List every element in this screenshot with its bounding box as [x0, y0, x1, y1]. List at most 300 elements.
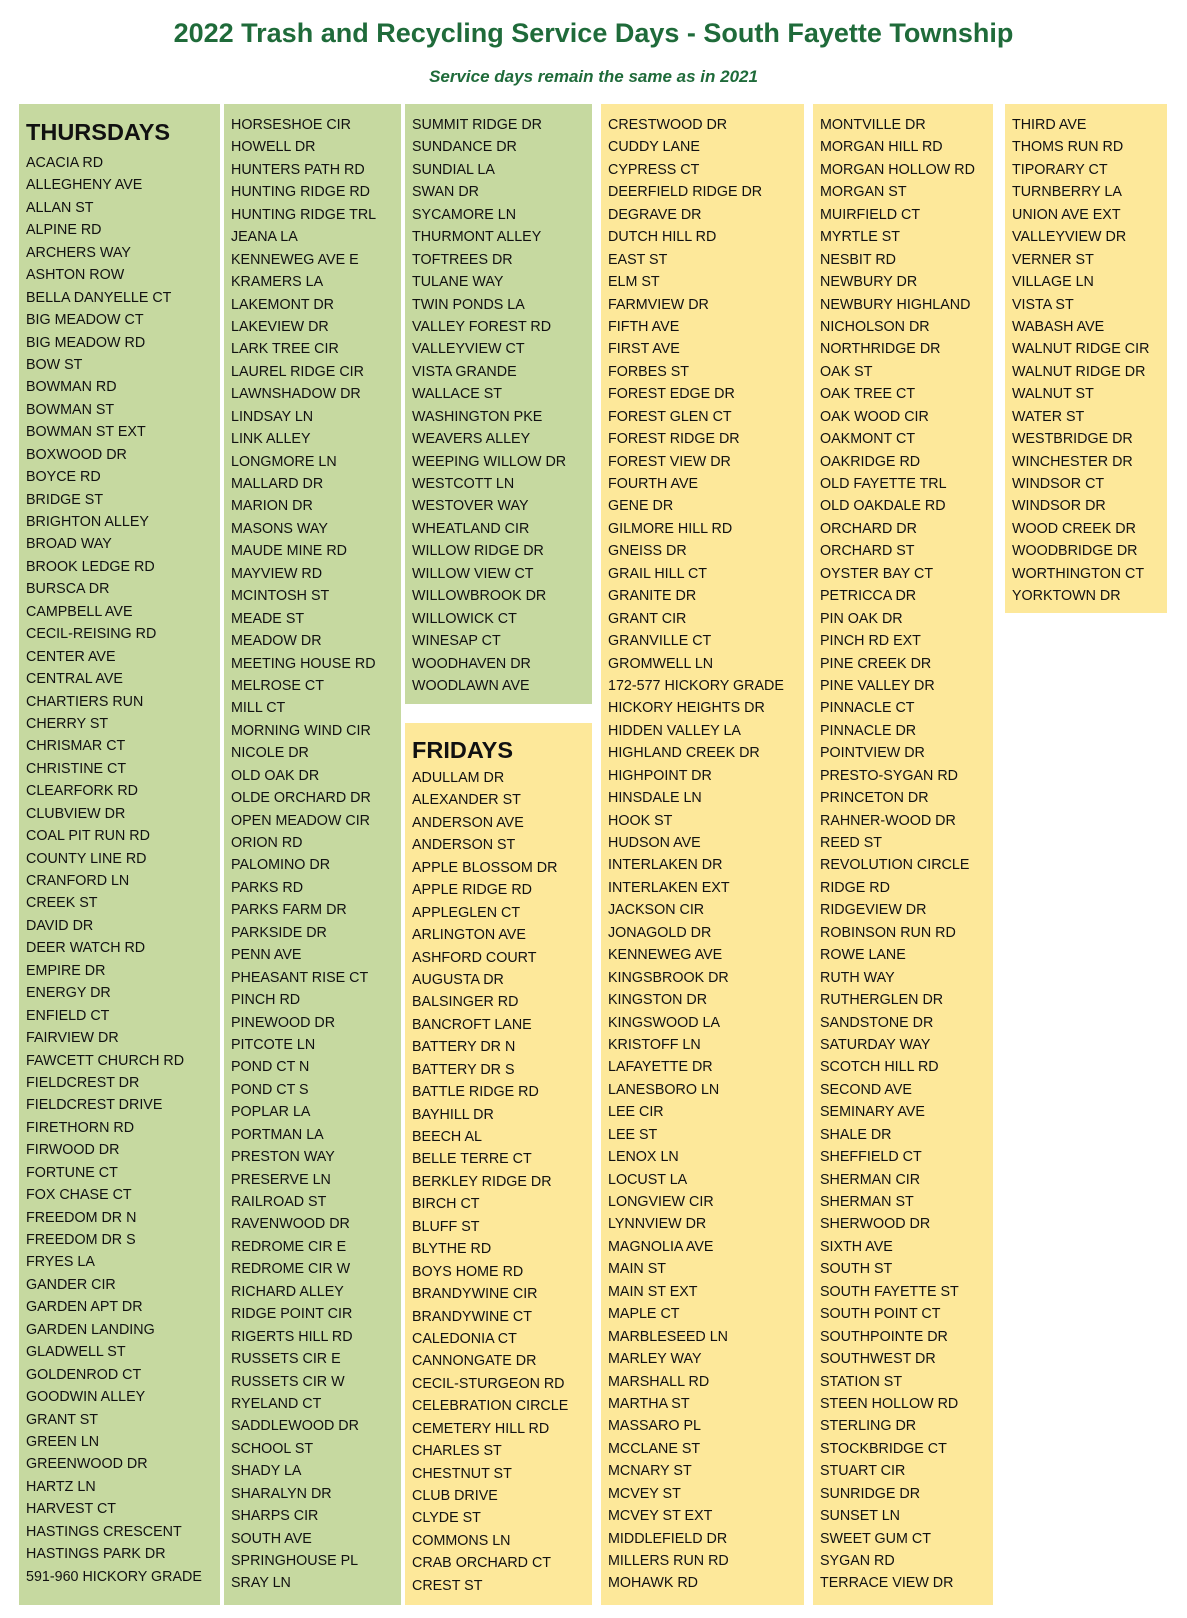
street-name: FREEDOM DR N	[26, 1209, 137, 1226]
street-name: FARMVIEW DR	[608, 296, 709, 313]
street-name: SOUTHWEST DR	[820, 1351, 936, 1368]
street-name: GRANVILLE CT	[608, 633, 712, 650]
street-name: SUNDANCE DR	[412, 139, 517, 156]
street-name: THURMONT ALLEY	[412, 229, 542, 246]
street-name: WOODHAVEN DR	[412, 655, 531, 672]
street-name: OAKMONT CT	[820, 431, 916, 448]
street-name: NEWBURY HIGHLAND	[820, 296, 971, 313]
street-name: BLYTHE RD	[412, 1241, 492, 1258]
street-name: RUTH WAY	[820, 969, 895, 986]
street-name: YORKTOWN DR	[1012, 588, 1121, 605]
street-name: BATTERY DR S	[412, 1061, 515, 1078]
street-name: POND CT N	[231, 1059, 310, 1076]
street-name: FIRETHORN RD	[26, 1119, 135, 1136]
street-name: GARDEN APT DR	[26, 1299, 143, 1316]
street-name: PINE CREEK DR	[820, 655, 932, 672]
street-name: MCVEY ST EXT	[608, 1508, 713, 1525]
street-name: OLDE ORCHARD DR	[231, 790, 371, 807]
street-name: WORTHINGTON CT	[1012, 565, 1145, 582]
street-name: ROWE LANE	[820, 947, 906, 964]
street-name: TIPORARY CT	[1012, 161, 1108, 178]
street-name: PRESERVE LN	[231, 1171, 331, 1188]
street-name: COAL PIT RUN RD	[26, 828, 150, 845]
street-name: FORBES ST	[608, 363, 690, 380]
street-name: CHARTIERS RUN	[26, 693, 144, 710]
street-name: SWAN DR	[412, 184, 479, 201]
street-name: REDROME CIR W	[231, 1261, 351, 1278]
street-name: MARTHA ST	[608, 1395, 690, 1412]
street-name: DEERFIELD RIDGE DR	[608, 184, 763, 201]
street-name: MAUDE MINE RD	[231, 543, 347, 560]
street-name: CECIL-REISING RD	[26, 626, 157, 643]
street-name: WABASH AVE	[1012, 318, 1105, 335]
street-name: SYGAN RD	[820, 1553, 895, 1569]
street-name: CENTRAL AVE	[26, 671, 123, 688]
street-name: CRAB ORCHARD CT	[412, 1555, 552, 1572]
street-name: SHALE DR	[820, 1126, 892, 1143]
street-name: SATURDAY WAY	[820, 1036, 931, 1053]
street-name: EMPIRE DR	[26, 962, 106, 979]
street-name: FAWCETT CHURCH RD	[26, 1052, 185, 1069]
street-name: RICHARD ALLEY	[231, 1283, 344, 1300]
street-name: HOOK ST	[608, 812, 673, 829]
street-name: KRISTOFF LN	[608, 1036, 701, 1053]
street-name: EAST ST	[608, 251, 668, 268]
street-name: SRAY LN	[231, 1575, 291, 1592]
street-name: SOUTH POINT CT	[820, 1306, 941, 1323]
street-name: CYPRESS CT	[608, 161, 700, 178]
street-name: RIDGE RD	[820, 879, 890, 896]
street-name: BRIGHTON ALLEY	[26, 514, 149, 530]
street-name: FORTUNE CT	[26, 1164, 118, 1181]
street-name: PARKS RD	[231, 879, 304, 896]
street-name: AUGUSTA DR	[412, 971, 504, 988]
street-name: GOODWIN ALLEY	[26, 1389, 146, 1406]
street-name: HUNTING RIDGE RD	[231, 184, 370, 201]
street-name: BELLE TERRE CT	[412, 1151, 532, 1168]
street-name: SWEET GUM CT	[820, 1530, 931, 1547]
street-name: ALLAN ST	[26, 199, 94, 216]
street-name: MEADE ST	[231, 610, 305, 627]
street-name: HINSDALE LN	[608, 790, 702, 807]
street-name: SADDLEWOOD DR	[231, 1418, 359, 1435]
street-name: POPLAR LA	[231, 1104, 311, 1121]
street-name: LYNNVIEW DR	[608, 1216, 707, 1233]
street-name: GRANT CIR	[608, 610, 687, 627]
street-name: FOREST EDGE DR	[608, 386, 735, 403]
street-name: PORTMAN LA	[231, 1126, 324, 1143]
street-name: HASTINGS PARK DR	[26, 1546, 166, 1563]
street-name: BURSCA DR	[26, 581, 110, 598]
street-name: COMMONS LN	[412, 1532, 511, 1549]
street-name: SUNRIDGE DR	[820, 1485, 921, 1502]
street-name: SHERMAN CIR	[820, 1171, 921, 1188]
street-name: MARION DR	[231, 498, 313, 515]
street-name: BLUFF ST	[412, 1218, 480, 1235]
street-name: BATTERY DR N	[412, 1039, 516, 1056]
street-name: ALEXANDER ST	[412, 792, 521, 809]
street-name: MCINTOSH ST	[231, 588, 330, 605]
street-name: NICOLE DR	[231, 745, 309, 762]
street-name: BOWMAN RD	[26, 379, 117, 396]
street-name: FIRWOOD DR	[26, 1142, 120, 1159]
street-name: SIXTH AVE	[820, 1238, 893, 1255]
street-name: RIDGE POINT CIR	[231, 1306, 353, 1323]
street-name: ADULLAM DR	[412, 770, 505, 786]
street-name: CHERRY ST	[26, 715, 109, 732]
street-name: MYRTLE ST	[820, 229, 900, 246]
street-name: CLUBVIEW DR	[26, 805, 126, 822]
street-name: MAPLE CT	[608, 1306, 680, 1323]
street-name: OAK ST	[820, 363, 873, 380]
street-name: LEE CIR	[608, 1104, 664, 1121]
street-name: PINNACLE CT	[820, 700, 915, 717]
street-name: LAFAYETTE DR	[608, 1059, 713, 1076]
street-list	[26, 152, 220, 1588]
street-name: MAYVIEW RD	[231, 565, 323, 582]
street-name: APPLE RIDGE RD	[412, 882, 532, 899]
street-name: MORNING WIND CIR	[231, 722, 371, 739]
street-name: POND CT S	[231, 1081, 309, 1098]
street-name: SHADY LA	[231, 1463, 302, 1480]
street-name: SCHOOL ST	[231, 1440, 314, 1457]
street-name: BRANDYWINE CT	[412, 1308, 532, 1325]
street-name: FOREST GLEN CT	[608, 408, 732, 425]
street-name: FRYES LA	[26, 1254, 95, 1271]
street-name: HIGHPOINT DR	[608, 767, 712, 784]
page-title: 2022 Trash and Recycling Service Days - South Fayette Township	[173, 18, 1014, 48]
street-name: BOWMAN ST	[26, 401, 115, 418]
street-name: PARKS FARM DR	[231, 902, 347, 919]
street-name: MUIRFIELD CT	[820, 206, 921, 223]
street-name: WILLOW VIEW CT	[412, 565, 534, 582]
street-name: KINGSWOOD LA	[608, 1014, 721, 1031]
street-name: SHEFFIELD CT	[820, 1149, 922, 1166]
street-name: CHRISMAR CT	[26, 738, 126, 755]
street-name: ARLINGTON AVE	[412, 927, 526, 944]
street-name: CELEBRATION CIRCLE	[412, 1398, 569, 1415]
street-name: RUSSETS CIR W	[231, 1373, 345, 1390]
street-name: ASHTON ROW	[26, 267, 125, 284]
street-name: WATER ST	[1012, 408, 1085, 425]
street-name: INTERLAKEN EXT	[608, 879, 730, 896]
street-name: WALNUT RIDGE CIR	[1012, 341, 1150, 358]
street-name: BRANDYWINE CIR	[412, 1286, 538, 1303]
street-name: TERRACE VIEW DR	[820, 1575, 954, 1592]
street-name: ANDERSON ST	[412, 837, 516, 854]
street-name: GOLDENROD CT	[26, 1366, 142, 1383]
street-name: INTERLAKEN DR	[608, 857, 723, 874]
street-name: STATION ST	[820, 1373, 903, 1390]
street-name: RUTHERGLEN DR	[820, 992, 944, 1009]
street-name: MONTVILLE DR	[820, 117, 926, 133]
fridays-column-3	[405, 723, 592, 1605]
street-name: LEE ST	[608, 1126, 658, 1143]
street-name: COUNTY LINE RD	[26, 850, 147, 867]
street-name: CANNONGATE DR	[412, 1353, 537, 1370]
street-name: SEMINARY AVE	[820, 1104, 925, 1121]
street-name: WEAVERS ALLEY	[412, 431, 531, 448]
thursdays-column-1	[19, 104, 220, 1605]
street-name: WESTOVER WAY	[412, 498, 529, 515]
street-name: ORCHARD DR	[820, 520, 917, 537]
street-name: TWIN PONDS LA	[412, 296, 525, 313]
street-name: BOYS HOME RD	[412, 1263, 524, 1280]
street-name: OAK TREE CT	[820, 386, 916, 403]
street-name: WESTCOTT LN	[412, 476, 515, 492]
street-name: ASHFORD COURT	[412, 949, 537, 966]
fridays-heading: FRIDAYS	[412, 737, 513, 763]
street-name: MARSHALL RD	[608, 1373, 710, 1390]
street-name: JONAGOLD DR	[608, 924, 712, 941]
street-name: BEECH AL	[412, 1129, 482, 1145]
street-name: WINESAP CT	[412, 633, 501, 650]
street-name: FREEDOM DR S	[26, 1232, 136, 1248]
street-name: ALLEGHENY AVE	[26, 177, 143, 194]
street-name: WHEATLAND CIR	[412, 520, 530, 537]
street-name: OLD OAK DR	[231, 767, 320, 784]
street-name: KRAMERS LA	[231, 274, 324, 291]
street-name: MAIN ST	[608, 1261, 666, 1278]
street-name: GLADWELL ST	[26, 1344, 126, 1361]
street-name: FIFTH AVE	[608, 318, 680, 335]
street-name: PHEASANT RISE CT	[231, 969, 369, 986]
street-name: BIG MEADOW CT	[26, 312, 144, 329]
street-name: MCCLANE ST	[608, 1440, 701, 1457]
street-name: CREEK ST	[26, 895, 98, 912]
street-name: LOCUST LA	[608, 1171, 688, 1188]
street-name: GREEN LN	[26, 1433, 100, 1450]
street-name: KINGSBROOK DR	[608, 969, 729, 986]
street-name: GRANITE DR	[608, 588, 697, 605]
street-name: BOWMAN ST EXT	[26, 424, 146, 441]
street-name: MELROSE CT	[231, 677, 324, 694]
street-name: RIGERTS HILL RD	[231, 1328, 353, 1345]
street-name: BATTLE RIDGE RD	[412, 1084, 539, 1101]
street-name: CALEDONIA CT	[412, 1330, 517, 1347]
street-name: HASTINGS CRESCENT	[26, 1523, 182, 1540]
street-name: GANDER CIR	[26, 1276, 116, 1293]
street-name: KINGSTON DR	[608, 992, 708, 1009]
street-name: CUDDY LANE	[608, 139, 700, 156]
street-name: MIDDLEFIELD DR	[608, 1530, 728, 1547]
street-name: LONGVIEW CIR	[608, 1194, 714, 1210]
street-name: THIRD AVE	[1012, 117, 1087, 133]
street-name: BELLA DANYELLE CT	[26, 289, 172, 306]
street-name: SHERWOOD DR	[820, 1216, 931, 1233]
street-name: CAMPBELL AVE	[26, 603, 133, 620]
street-name: WOODBRIDGE DR	[1012, 543, 1138, 560]
street-name: SHARALYN DR	[231, 1485, 332, 1502]
street-name: CRANFORD LN	[26, 873, 130, 889]
street-list	[231, 114, 401, 1595]
street-name: KENNEWEG AVE	[608, 947, 723, 964]
street-name: CLYDE ST	[412, 1510, 481, 1527]
street-name: LANESBORO LN	[608, 1081, 720, 1098]
street-name: RAHNER-WOOD DR	[820, 812, 956, 829]
street-name: GRANT ST	[26, 1411, 99, 1428]
street-name: WOOD CREEK DR	[1012, 520, 1136, 537]
street-name: ELM ST	[608, 274, 660, 291]
street-name: ENFIELD CT	[26, 1007, 110, 1024]
street-name: OLD OAKDALE RD	[820, 498, 946, 515]
street-name: THOMS RUN RD	[1012, 139, 1124, 156]
street-name: DEER WATCH RD	[26, 940, 146, 957]
street-name: WASHINGTON PKE	[412, 408, 543, 425]
street-name: PALOMINO DR	[231, 857, 331, 874]
street-name: MASSARO PL	[608, 1418, 701, 1435]
street-name: FIELDCREST DR	[26, 1074, 140, 1091]
street-name: LAKEVIEW DR	[231, 318, 329, 335]
street-name: HUDSON AVE	[608, 835, 701, 851]
street-name: ACACIA RD	[26, 155, 104, 171]
street-name: SOUTH FAYETTE ST	[820, 1283, 959, 1300]
street-name: FOREST RIDGE DR	[608, 431, 740, 448]
street-name: VALLEYVIEW DR	[1012, 229, 1127, 246]
street-name: WESTBRIDGE DR	[1012, 431, 1133, 448]
street-name: BIG MEADOW RD	[26, 334, 146, 351]
street-name: NORTHRIDGE DR	[820, 341, 941, 358]
street-name: UNION AVE EXT	[1012, 206, 1121, 223]
street-name: WILLOWBROOK DR	[412, 588, 547, 605]
street-name: GRAIL HILL CT	[608, 565, 708, 582]
street-name: WEEPING WILLOW DR	[412, 453, 567, 470]
street-name: HORSESHOE CIR	[231, 117, 351, 133]
street-name: CRESTWOOD DR	[608, 117, 728, 133]
street-name: APPLEGLEN CT	[412, 904, 521, 921]
street-name: MORGAN ST	[820, 184, 907, 201]
thursdays-column-2	[224, 104, 401, 1605]
street-name: OAKRIDGE RD	[820, 453, 921, 470]
street-name: LENOX LN	[608, 1149, 679, 1166]
street-name: SHARPS CIR	[231, 1508, 319, 1525]
street-name: GREENWOOD DR	[26, 1456, 148, 1473]
street-name: CREST ST	[412, 1577, 483, 1594]
street-name: PRESTO-SYGAN RD	[820, 767, 958, 784]
street-name: HIGHLAND CREEK DR	[608, 745, 760, 762]
street-name: MILL CT	[231, 700, 286, 717]
street-name: HARTZ LN	[26, 1478, 96, 1495]
street-name: BROOK LEDGE RD	[26, 558, 155, 575]
street-name: FAIRVIEW DR	[26, 1030, 119, 1047]
street-name: JACKSON CIR	[608, 902, 705, 919]
street-name: ROBINSON RUN RD	[820, 924, 956, 941]
street-name: ARCHERS WAY	[26, 244, 131, 261]
street-name: NEWBURY DR	[820, 274, 918, 291]
street-name: OYSTER BAY CT	[820, 565, 934, 582]
street-name: DAVID DR	[26, 917, 94, 934]
street-name: LINDSAY LN	[231, 408, 314, 425]
street-name: NESBIT RD	[820, 251, 897, 268]
street-name: LONGMORE LN	[231, 453, 337, 470]
street-name: BROAD WAY	[26, 536, 112, 553]
street-name: MARBLESEED LN	[608, 1328, 728, 1345]
fridays-column-4	[601, 104, 804, 1605]
street-name: REVOLUTION CIRCLE	[820, 857, 970, 874]
street-name: PINNACLE DR	[820, 722, 917, 739]
street-name: BAYHILL DR	[412, 1106, 494, 1123]
street-name: SYCAMORE LN	[412, 206, 517, 223]
street-name: WILLOWICK CT	[412, 610, 517, 627]
street-name: CHARLES ST	[412, 1443, 502, 1460]
street-name: BOW ST	[26, 356, 83, 373]
street-name: BIRCH CT	[412, 1196, 480, 1213]
street-name: BOXWOOD DR	[26, 446, 127, 463]
street-name: LAKEMONT DR	[231, 296, 335, 313]
street-name: HUNTERS PATH RD	[231, 161, 365, 178]
street-name: DUTCH HILL RD	[608, 229, 717, 246]
street-name: CLUB DRIVE	[412, 1488, 498, 1504]
street-name: PINCH RD EXT	[820, 633, 921, 650]
street-name: SUNSET LN	[820, 1508, 900, 1525]
street-name: LAUREL RIDGE CIR	[231, 363, 364, 380]
street-name: RYELAND CT	[231, 1395, 322, 1412]
street-name: PENN AVE	[231, 947, 302, 964]
street-name: APPLE BLOSSOM DR	[412, 859, 558, 876]
street-name: MORGAN HILL RD	[820, 139, 943, 156]
street-name: LINK ALLEY	[231, 431, 311, 448]
street-name: CECIL-STURGEON RD	[412, 1375, 565, 1392]
street-name: SOUTH AVE	[231, 1530, 312, 1547]
street-name: TOFTREES DR	[412, 251, 513, 268]
street-name: MOHAWK RD	[608, 1575, 699, 1592]
street-name: SUMMIT RIDGE DR	[412, 117, 542, 133]
street-name: CEMETERY HILL RD	[412, 1420, 550, 1437]
street-name: SOUTHPOINTE DR	[820, 1328, 948, 1345]
street-name: BANCROFT LANE	[412, 1016, 532, 1033]
street-name: WALNUT ST	[1012, 386, 1094, 403]
street-name: HARVEST CT	[26, 1501, 117, 1518]
thursdays-column-3	[405, 104, 592, 704]
page-subtitle: Service days remain the same as in 2021	[429, 67, 758, 86]
street-name: ORION RD	[231, 835, 303, 851]
street-name: PINEWOOD DR	[231, 1014, 336, 1031]
street-name: MALLARD DR	[231, 476, 324, 492]
street-name: PETRICCA DR	[820, 588, 917, 605]
street-name: STUART CIR	[820, 1463, 906, 1480]
street-name: SECOND AVE	[820, 1081, 912, 1098]
street-name: GNEISS DR	[608, 543, 687, 560]
street-name: REDROME CIR E	[231, 1238, 347, 1255]
street-name: TURNBERRY LA	[1012, 184, 1122, 201]
thursdays-heading: THURSDAYS	[26, 119, 171, 145]
street-name: HIDDEN VALLEY LA	[608, 722, 741, 739]
street-name: 172-577 HICKORY GRADE	[608, 677, 784, 694]
street-name: SHERMAN ST	[820, 1194, 914, 1210]
street-name: WILLOW RIDGE DR	[412, 543, 544, 560]
street-name: CHRISTINE CT	[26, 760, 127, 777]
street-name: WALNUT RIDGE DR	[1012, 363, 1146, 380]
street-name: WALLACE ST	[412, 386, 503, 403]
street-name: WINDSOR CT	[1012, 476, 1105, 492]
street-name: SANDSTONE DR	[820, 1014, 934, 1031]
street-name: FIELDCREST DRIVE	[26, 1097, 163, 1114]
street-name: PITCOTE LN	[231, 1036, 316, 1053]
street-name: VILLAGE LN	[1012, 274, 1094, 291]
street-name: MCNARY ST	[608, 1463, 692, 1480]
street-name: PARKSIDE DR	[231, 924, 327, 941]
street-name: STERLING DR	[820, 1418, 917, 1435]
street-name: OPEN MEADOW CIR	[231, 812, 371, 829]
street-list	[412, 114, 592, 697]
street-list	[1012, 114, 1167, 608]
street-name: TULANE WAY	[412, 274, 504, 291]
street-name: LAWNSHADOW DR	[231, 386, 361, 403]
street-name: 591-960 HICKORY GRADE	[26, 1568, 202, 1585]
street-name: STOCKBRIDGE CT	[820, 1440, 947, 1457]
street-name: KENNEWEG AVE E	[231, 251, 359, 268]
street-name: SUNDIAL LA	[412, 161, 495, 178]
